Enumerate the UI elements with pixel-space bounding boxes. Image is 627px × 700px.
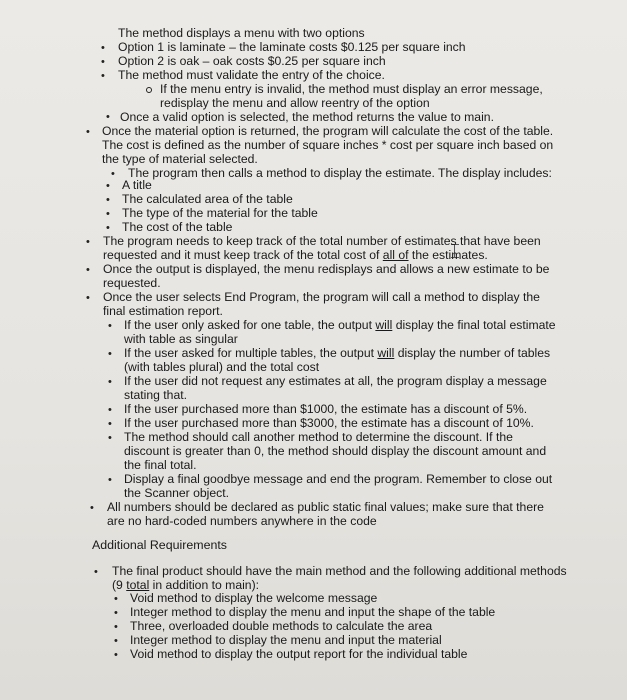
text-line: Option 1 is laminate – the laminate costs $0.125 per square inch (118, 40, 466, 54)
bullet-icon: • (86, 292, 90, 304)
text-line: with table as singular (124, 332, 238, 346)
bullet-icon: • (108, 418, 112, 430)
bullet-icon: • (108, 348, 112, 360)
text-line: Void method to display the output report for the individual table (130, 647, 468, 661)
text-line: The final product should have the main method and the following additional methods (112, 564, 567, 578)
bullet-icon: • (114, 607, 118, 619)
text-line: Once a valid option is selected, the method returns the value to main. (120, 110, 494, 124)
bullet-icon: • (108, 432, 112, 444)
text-segment: the estimates. (408, 248, 488, 262)
bullet-icon: • (106, 208, 110, 220)
text-line: discount is greater than 0, the method should display the discount amount and (124, 444, 547, 458)
bullet-icon: • (108, 320, 112, 332)
text-line: The program needs to keep track of the total number of estimates that have been (103, 234, 541, 248)
text-line (124, 347, 550, 360)
bullet-icon: • (90, 502, 94, 514)
underlined-text: all of (382, 248, 409, 262)
text-line: Integer method to display the menu and input the material (130, 633, 442, 647)
underlined-text: will (375, 318, 393, 332)
bullet-icon: • (108, 474, 112, 486)
circle-bullet-icon (146, 87, 152, 93)
bullet-icon: • (108, 376, 112, 388)
text-line: If the user did not request any estimates at all, the program display a message (124, 374, 547, 388)
text-line: Once the output is displayed, the menu redisplays and allows a new estimate to be (103, 262, 550, 276)
text-line: The method must validate the entry of the choice. (118, 68, 385, 82)
section-heading: Additional Requirements (92, 538, 227, 552)
text-segment: display the number of tables (394, 346, 551, 360)
bullet-icon: • (114, 635, 118, 647)
text-line: Once the user selects End Program, the program will call a method to display the (103, 290, 540, 304)
text-line: The calculated area of the table (122, 192, 293, 206)
text-line: (with tables plural) and the total cost (124, 360, 320, 374)
text-line: the Scanner object. (124, 486, 230, 500)
bullet-icon: • (94, 566, 98, 578)
text-line: Integer method to display the menu and input the shape of the table (130, 605, 496, 619)
text-line (103, 249, 488, 262)
text-line: Display a final goodbye message and end the program. Remember to close out (124, 472, 553, 486)
text-line: If the user purchased more than $1000, the estimate has a discount of 5%. (124, 402, 528, 416)
text-line: The cost of the table (122, 220, 233, 234)
bullet-icon: • (86, 264, 90, 276)
bullet-icon: • (106, 111, 110, 123)
text-line: The cost is defined as the number of square inches * cost per square inch based on (102, 138, 554, 152)
bullet-icon: • (101, 42, 105, 54)
text-segment: If the user asked for multiple tables, the output (124, 346, 378, 360)
bullet-icon: • (86, 236, 90, 248)
text-line: All numbers should be declared as public static final values; make sure that there (107, 500, 544, 514)
underlined-text: total (126, 578, 150, 592)
text-segment: in addition to main): (149, 578, 260, 592)
text-line: If the user purchased more than $3000, the estimate has a discount of 10%. (124, 416, 534, 430)
text-segment: display the final total estimate (392, 318, 556, 332)
text-segment: If the user only asked for one table, the output (124, 318, 376, 332)
text-line: redisplay the menu and allow reentry of the option (160, 96, 430, 110)
underlined-text: will (377, 346, 395, 360)
text-line: stating that. (124, 388, 188, 402)
bullet-icon: • (114, 621, 118, 633)
text-line: Option 2 is oak – oak costs $0.25 per square inch (118, 54, 386, 68)
text-line: If the menu entry is invalid, the method must display an error message, (160, 82, 543, 96)
bullet-icon: • (114, 593, 118, 605)
text-line: requested. (103, 276, 161, 290)
bullet-icon: • (111, 168, 115, 180)
text-line: The type of the material for the table (122, 206, 318, 220)
text-line: The program then calls a method to display the estimate. The display includes: (128, 166, 552, 180)
bullet-icon: • (106, 180, 110, 192)
text-line: final estimation report. (103, 304, 223, 318)
text-line: Void method to display the welcome message (130, 591, 378, 605)
text-segment: requested and it must keep track of the total cost of (103, 248, 383, 262)
bullet-icon: • (101, 70, 105, 82)
bullet-icon: • (86, 126, 90, 138)
text-segment: (9 (112, 578, 127, 592)
bullet-icon: • (106, 222, 110, 234)
text-line: The method should call another method to determine the discount. If the (124, 430, 513, 444)
bullet-icon: • (106, 194, 110, 206)
bullet-icon: • (114, 649, 118, 661)
text-line: A title (122, 178, 152, 192)
text-line: Once the material option is returned, the program will calculate the cost of the table. (102, 124, 554, 138)
text-line: the type of material selected. (102, 152, 258, 166)
text-line (124, 319, 556, 332)
text-line: Three, overloaded double methods to calculate the area (130, 619, 433, 633)
bullet-icon: • (101, 56, 105, 68)
text-line: The method displays a menu with two options (118, 26, 365, 40)
text-line: the final total. (124, 458, 197, 472)
bullet-icon: • (108, 404, 112, 416)
text-line: are no hard-coded numbers anywhere in the code (107, 514, 377, 528)
